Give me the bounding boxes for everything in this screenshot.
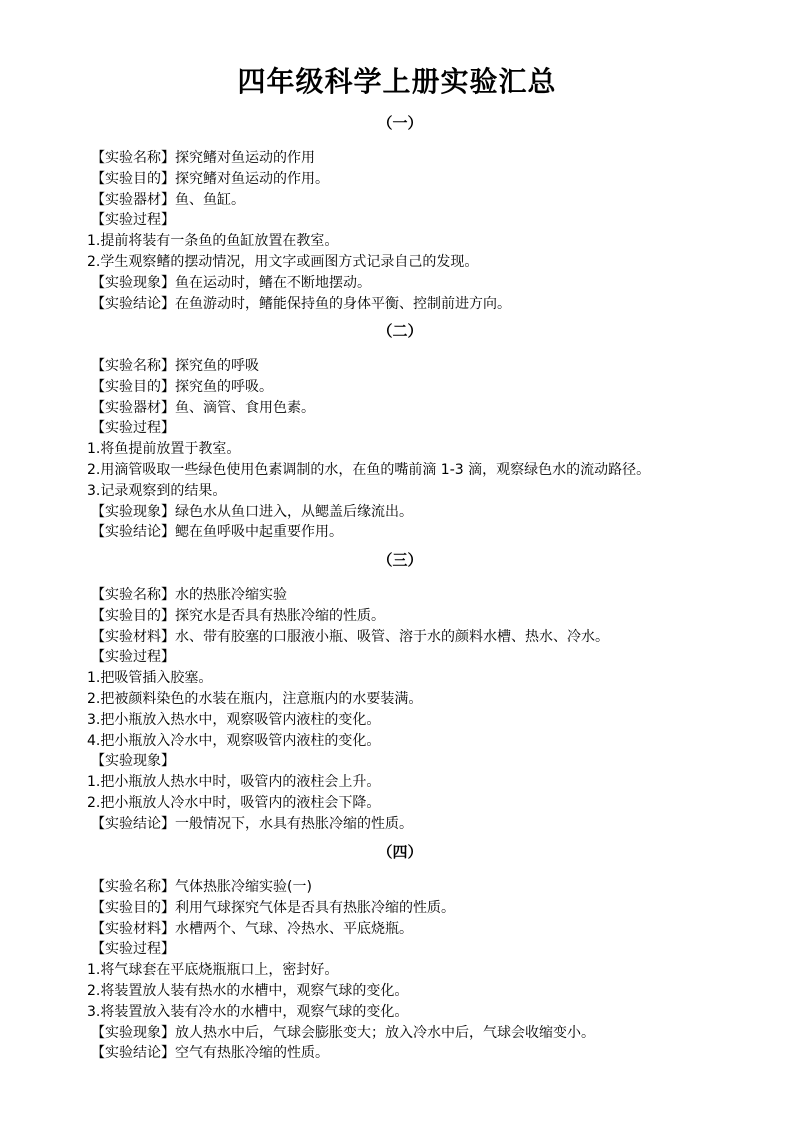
process-step: 2.把被颜料染色的水装在瓶内，注意瓶内的水要装满。 (87, 690, 423, 707)
experiment-equipment: 【实验器材】鱼、滴管、食用色素。 (91, 399, 315, 416)
phenomenon-item: 1.把小瓶放人热水中时，吸管内的液柱会上升。 (87, 774, 381, 791)
section-heading: （四） (377, 843, 423, 861)
experiment-phenomenon: 【实验现象】绿色水从鱼口进入，从鳃盖后缘流出。 (91, 503, 413, 520)
process-step: 2.用滴管吸取一些绿色使用色素调制的水，在鱼的嘴前滴 1-3 滴，观察绿色水的流动路径。 (87, 461, 651, 478)
experiment-process-label: 【实验过程】 (91, 420, 175, 437)
experiment-process-label: 【实验过程】 (91, 649, 175, 666)
section-heading: （二） (377, 322, 423, 340)
experiment-name: 【实验名称】气体热胀冷缩实验(一) (91, 879, 312, 895)
experiment-process-label: 【实验过程】 (91, 941, 175, 958)
document-title: 四年级科学上册实验汇总 (237, 65, 557, 98)
experiment-process-label: 【实验过程】 (91, 212, 175, 229)
section-lines (0, 585, 794, 835)
experiment-materials: 【实验材料】水槽两个、气球、冷热水、平底烧瓶。 (91, 920, 413, 937)
experiment-name: 【实验名称】水的热胀冷缩实验 (91, 587, 287, 603)
process-step: 2.学生观察鳍的摆动情况，用文字或画图方式记录自己的发现。 (87, 253, 479, 270)
experiment-name: 【实验名称】探究鱼的呼吸 (91, 358, 259, 374)
experiment-phenomenon-label: 【实验现象】 (91, 753, 175, 770)
section-lines (0, 148, 794, 314)
section-heading: （一） (377, 114, 423, 132)
experiment-conclusion: 【实验结论】鳃在鱼呼吸中起重要作用。 (91, 524, 343, 541)
section-2 (0, 319, 794, 543)
section-lines (0, 877, 794, 1064)
process-step: 1.将气球套在平底烧瓶瓶口上，密封好。 (87, 962, 339, 979)
experiment-equipment: 【实验器材】鱼、鱼缸。 (91, 191, 245, 208)
section-1 (0, 111, 794, 314)
phenomenon-item: 2.把小瓶放人冷水中时，吸管内的液柱会下降。 (87, 794, 381, 811)
process-step: 3.把小瓶放入热水中，观察吸管内液柱的变化。 (87, 711, 381, 728)
process-step: 1.将鱼提前放置于教室。 (87, 441, 241, 458)
experiment-purpose: 【实验目的】探究鳍对鱼运动的作用。 (91, 170, 329, 187)
experiment-name: 【实验名称】探究鳍对鱼运动的作用 (91, 150, 315, 166)
section-lines (0, 356, 794, 543)
experiment-purpose: 【实验目的】利用气球探究气体是否具有热胀冷缩的性质。 (91, 899, 455, 916)
process-step: 1.提前将装有一条鱼的鱼缸放置在教室。 (87, 233, 339, 250)
experiment-purpose: 【实验目的】探究鱼的呼吸。 (91, 378, 273, 395)
experiment-conclusion: 【实验结论】在鱼游动时，鳍能保持鱼的身体平衡、控制前进方向。 (91, 295, 511, 312)
process-step: 3.记录观察到的结果。 (87, 482, 227, 499)
experiment-phenomenon: 【实验现象】鱼在运动时，鳍在不断地摆动。 (91, 274, 371, 291)
process-step: 3.将装置放入装有冷水的水槽中，观察气球的变化。 (87, 1003, 409, 1020)
experiment-conclusion: 【实验结论】空气有热胀冷缩的性质。 (91, 1045, 329, 1062)
experiment-conclusion: 【实验结论】一般情况下，水具有热胀冷缩的性质。 (91, 815, 413, 832)
experiment-purpose: 【实验目的】探究水是否具有热胀冷缩的性质。 (91, 607, 385, 624)
experiment-phenomenon: 【实验现象】放人热水中后，气球会膨胀变大；放入冷水中后，气球会收缩变小。 (91, 1024, 595, 1041)
section-3 (0, 548, 794, 835)
process-step: 4.把小瓶放入冷水中，观察吸管内液柱的变化。 (87, 732, 381, 749)
experiment-materials: 【实验材料】水、带有胶塞的口服液小瓶、吸管、溶于水的颜料水槽、热水、冷水。 (91, 628, 609, 645)
section-heading: （三） (377, 551, 423, 569)
process-step: 2.将装置放人装有热水的水槽中，观察气球的变化。 (87, 982, 409, 999)
section-4 (0, 840, 794, 1064)
process-step: 1.把吸管插入胶塞。 (87, 670, 213, 687)
